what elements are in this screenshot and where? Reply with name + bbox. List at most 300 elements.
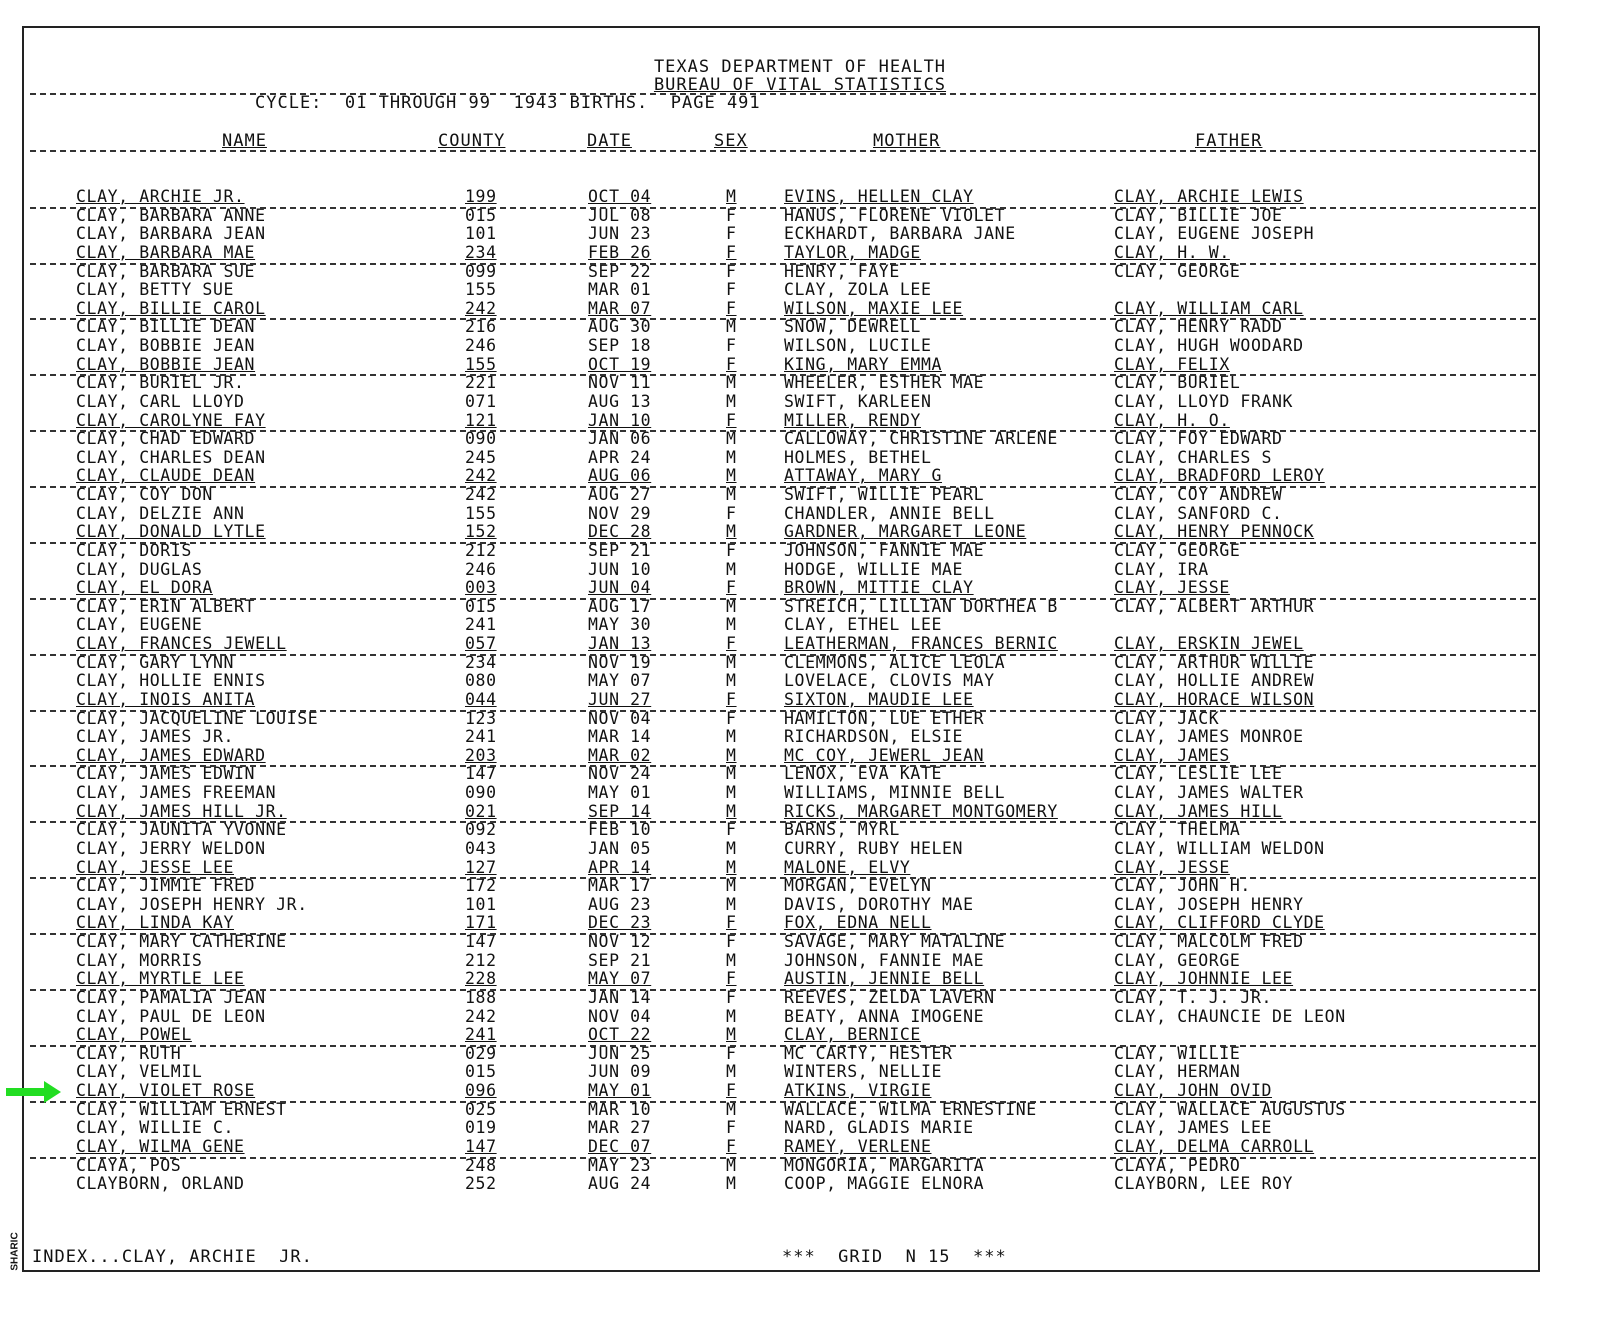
cell-date: DEC 23 — [588, 913, 652, 933]
table-row — [0, 561, 1600, 580]
cell-father: CLAYBORN, LEE ROY — [1114, 1174, 1294, 1194]
cell-mother: KING, MARY EMMA — [784, 354, 943, 374]
table-row — [0, 318, 1600, 337]
cell-name: CLAY, JAMES JR. — [76, 727, 235, 747]
cell-mother: RICHARDSON, ELSIE — [784, 727, 964, 747]
cell-father: CLAY, HENRY RADD — [1114, 317, 1283, 337]
cell-date: JUN 27 — [588, 689, 652, 709]
table-row — [0, 728, 1600, 747]
cell-county: 241 — [465, 727, 497, 747]
cell-name: CLAY, BARBARA JEAN — [76, 224, 266, 244]
table-row — [0, 281, 1600, 300]
table-row — [0, 765, 1600, 784]
cell-name: CLAY, RUTH — [76, 1043, 182, 1063]
cell-date: AUG 30 — [588, 317, 652, 337]
table-row — [0, 523, 1600, 542]
cell-sex: F — [726, 410, 737, 430]
cell-date: MAR 14 — [588, 727, 652, 747]
cell-mother: CLAY, BERNICE — [784, 1025, 921, 1045]
bureau-title: BUREAU OF VITAL STATISTICS — [653, 75, 947, 95]
table-row — [0, 449, 1600, 468]
cell-date: OCT 22 — [588, 1025, 652, 1045]
cell-county: 241 — [465, 1025, 497, 1045]
cell-father: CLAY, JOHNNIE LEE — [1114, 969, 1294, 989]
cell-sex: F — [726, 1081, 737, 1100]
cell-sex: M — [726, 745, 737, 765]
cell-mother: RICKS, MARGARET MONTGOMERY — [784, 801, 1058, 821]
cycle-line — [255, 93, 761, 113]
cell-father: CLAY, JAMES — [1114, 745, 1230, 765]
cell-sex: M — [726, 727, 737, 747]
cell-father: CLAY, CLIFFORD CLYDE — [1114, 913, 1325, 933]
cell-mother: BEATY, ANNA IMOGENE — [784, 1006, 985, 1026]
cell-name: CLAY, BOBBIE JEAN — [76, 354, 256, 374]
cell-name: CLAY, JAMES HILL JR. — [76, 801, 287, 821]
cell-county: 044 — [465, 689, 497, 709]
cell-mother: MC COY, JEWERL JEAN — [784, 745, 985, 765]
header-rule-bottom — [30, 150, 1536, 152]
cell-name: CLAY, FRANCES JEWELL — [76, 634, 287, 653]
table-row — [0, 710, 1600, 729]
cell-date: JUN 04 — [588, 578, 652, 598]
cell-date: APR 14 — [588, 857, 652, 877]
cell-sex: F — [726, 987, 737, 1007]
cell-county: 043 — [465, 838, 497, 858]
cell-date: NOV 04 — [588, 1006, 652, 1026]
cell-mother: SWIFT, KARLEEN — [784, 391, 932, 411]
table-row — [0, 1063, 1600, 1082]
table-row — [0, 1157, 1600, 1176]
cell-mother: SWIFT, WILLIE PEARL — [784, 485, 985, 504]
cell-county: 234 — [465, 652, 497, 672]
cell-name: CLAY, JERRY WELDON — [76, 838, 266, 858]
cell-name: CLAY, BETTY SUE — [76, 280, 235, 300]
cell-father: CLAY, HUGH WOODARD — [1114, 336, 1304, 355]
cell-father: CLAY, HORACE WILSON — [1114, 689, 1315, 709]
cell-sex: M — [726, 429, 737, 449]
cell-father: CLAY, JAMES HILL — [1114, 801, 1283, 821]
col-sex-header: SEX — [714, 131, 748, 151]
cell-sex: F — [726, 578, 737, 598]
cell-father: CLAY, JESSE — [1114, 578, 1230, 598]
cell-father: CLAY, WILLIAM CARL — [1114, 298, 1304, 318]
cell-county: 216 — [465, 317, 497, 337]
cell-date: JUN 25 — [588, 1043, 652, 1063]
cell-sex: F — [726, 969, 737, 989]
table-row — [0, 952, 1600, 971]
cell-sex: M — [726, 1025, 737, 1045]
table-row — [0, 542, 1600, 561]
cell-name: CLAY, DUGLAS — [76, 559, 203, 579]
cell-sex: F — [726, 932, 737, 951]
cell-mother: LEATHERMAN, FRANCES BERNIC — [784, 634, 1058, 653]
cell-date: NOV 29 — [588, 503, 652, 523]
cell-sex: M — [726, 522, 737, 542]
cell-father: CLAY, HOLLIE ANDREW — [1114, 671, 1315, 691]
cell-county: 123 — [465, 708, 497, 728]
cell-sex: F — [726, 689, 737, 709]
cell-date: JAN 13 — [588, 634, 652, 653]
cell-date: DEC 07 — [588, 1136, 652, 1156]
cell-father: CLAY, GEORGE — [1114, 950, 1241, 970]
cell-name: CLAY, DONALD LYTLE — [76, 522, 266, 542]
cell-father: CLAY, MALCOLM FRED — [1114, 932, 1304, 951]
cell-date: NOV 24 — [588, 764, 652, 784]
cell-mother: SIXTON, MAUDIE LEE — [784, 689, 974, 709]
cell-sex: F — [726, 354, 737, 374]
cell-sex: M — [726, 447, 737, 467]
cell-father: CLAY, SANFORD C. — [1114, 503, 1283, 523]
cell-sex: M — [726, 857, 737, 877]
table-row — [0, 356, 1600, 375]
cell-sex: M — [726, 1006, 737, 1026]
table-row — [0, 374, 1600, 393]
cell-mother: WILSON, LUCILE — [784, 336, 932, 355]
cell-name: CLAY, DORIS — [76, 540, 192, 560]
cell-father: CLAY, EUGENE JOSEPH — [1114, 224, 1315, 244]
cell-name: CLAY, WILLIAM ERNEST — [76, 1099, 287, 1119]
cell-mother: CURRY, RUBY HELEN — [784, 838, 964, 858]
cell-father: CLAY, JAMES LEE — [1114, 1118, 1273, 1138]
cell-mother: TAYLOR, MADGE — [784, 242, 921, 262]
cell-mother: MALONE, ELVY — [784, 857, 911, 877]
cell-date: SEP 21 — [588, 950, 652, 970]
cell-mother: GARDNER, MARGARET LEONE — [784, 522, 1027, 542]
cell-sex: F — [726, 280, 737, 300]
cell-father: CLAY, THELMA — [1114, 820, 1241, 840]
cell-sex: M — [726, 838, 737, 858]
cell-mother: HOLMES, BETHEL — [784, 447, 932, 467]
grid-footer: *** GRID N 15 *** — [782, 1247, 1007, 1267]
arrow-right-icon — [6, 1080, 62, 1104]
cell-father: CLAYA, PEDRO — [1114, 1155, 1241, 1175]
cell-date: MAY 23 — [588, 1155, 652, 1175]
cell-county: 172 — [465, 876, 497, 896]
cell-sex: F — [726, 336, 737, 355]
cell-mother: HAMILTON, LUE ETHER — [784, 708, 985, 728]
cell-mother: WHEELER, ESTHER MAE — [784, 373, 985, 393]
cell-date: OCT 19 — [588, 354, 652, 374]
cell-date: AUG 17 — [588, 596, 652, 616]
table-row — [0, 412, 1600, 431]
cell-date: JAN 05 — [588, 838, 652, 858]
cell-date: MAY 01 — [588, 783, 652, 802]
table-row — [0, 1101, 1600, 1120]
cell-mother: BROWN, MITTIE CLAY — [784, 578, 974, 598]
cell-date: NOV 19 — [588, 652, 652, 672]
agency-title: TEXAS DEPARTMENT OF HEALTH — [653, 57, 947, 77]
cell-county: 242 — [465, 298, 497, 318]
cell-mother: MONGORIA, MARGARITA — [784, 1155, 985, 1175]
table-row — [0, 821, 1600, 840]
cell-county: 101 — [465, 894, 497, 914]
cell-county: 228 — [465, 969, 497, 989]
cell-county: 248 — [465, 1155, 497, 1175]
cell-date: MAY 01 — [588, 1081, 652, 1100]
cell-name: CLAYBORN, ORLAND — [76, 1174, 245, 1194]
cell-mother: MC CARTY, HESTER — [784, 1043, 953, 1063]
cell-sex: M — [726, 391, 737, 411]
cell-name: CLAY, PAMALIA JEAN — [76, 987, 266, 1007]
cell-father: CLAY, H. O. — [1114, 410, 1230, 430]
cell-county: 242 — [465, 1006, 497, 1026]
table-row — [0, 263, 1600, 282]
cell-county: 252 — [465, 1174, 497, 1194]
cell-name: CLAY, WILMA GENE — [76, 1136, 245, 1156]
table-row — [0, 747, 1600, 766]
cell-date: NOV 04 — [588, 708, 652, 728]
cell-county: 155 — [465, 354, 497, 374]
index-footer: INDEX...CLAY, ARCHIE JR. — [32, 1247, 313, 1267]
cell-county: 152 — [465, 522, 497, 542]
cell-name: CLAY, CHAD EDWARD — [76, 429, 256, 449]
cell-father: CLAY, DELMA CARROLL — [1114, 1136, 1315, 1156]
cell-sex: M — [726, 764, 737, 784]
table-row — [0, 914, 1600, 933]
cell-name: CLAY, CHARLES DEAN — [76, 447, 266, 467]
cell-county: 246 — [465, 559, 497, 579]
cell-name: CLAY, ARCHIE JR. — [76, 187, 245, 206]
cell-sex: M — [726, 1062, 737, 1082]
cell-father: CLAY, COY ANDREW — [1114, 485, 1283, 504]
cell-date: JAN 14 — [588, 987, 652, 1007]
cell-date: MAR 17 — [588, 876, 652, 896]
cell-name: CLAY, MORRIS — [76, 950, 203, 970]
cell-sex: M — [726, 876, 737, 896]
cell-date: MAR 10 — [588, 1099, 652, 1119]
table-row — [0, 244, 1600, 263]
cell-father: CLAY, LLOYD FRANK — [1114, 391, 1294, 411]
cell-date: JUN 23 — [588, 224, 652, 244]
cell-sex: F — [726, 205, 737, 225]
cell-county: 025 — [465, 1099, 497, 1119]
cell-father: CLAY, FOY EDWARD — [1114, 429, 1283, 449]
cell-date: MAR 02 — [588, 745, 652, 765]
table-row — [0, 784, 1600, 803]
cell-date: JUN 09 — [588, 1062, 652, 1082]
cell-sex: M — [726, 671, 737, 691]
cell-county: 090 — [465, 783, 497, 802]
cell-father: CLAY, IRA — [1114, 559, 1209, 579]
cell-mother: HODGE, WILLIE MAE — [784, 559, 964, 579]
cell-name: CLAY, BILLIE CAROL — [76, 298, 266, 318]
table-row — [0, 393, 1600, 412]
cell-father: CLAY, WALLACE AUGUSTUS — [1114, 1099, 1346, 1119]
cell-sex: M — [726, 1174, 737, 1194]
table-row — [0, 337, 1600, 356]
cell-sex: M — [726, 1155, 737, 1175]
cell-mother: CHANDLER, ANNIE BELL — [784, 503, 995, 523]
cell-mother: JOHNSON, FANNIE MAE — [784, 950, 985, 970]
cell-county: 147 — [465, 764, 497, 784]
cell-name: CLAY, BOBBIE JEAN — [76, 336, 256, 355]
table-row — [0, 970, 1600, 989]
cell-mother: CLAY, ETHEL LEE — [784, 615, 943, 635]
cell-county: 147 — [465, 1136, 497, 1156]
cell-name: CLAY, EL DORA — [76, 578, 213, 598]
cell-sex: M — [726, 485, 737, 504]
cell-date: MAR 07 — [588, 298, 652, 318]
cell-name: CLAY, VELMIL — [76, 1062, 203, 1082]
cell-date: APR 24 — [588, 447, 652, 467]
table-row — [0, 1082, 1600, 1101]
cell-county: 096 — [465, 1081, 497, 1100]
cell-name: CLAY, BURIEL JR. — [76, 373, 245, 393]
cell-date: AUG 24 — [588, 1174, 652, 1194]
cell-father: CLAY, HENRY PENNOCK — [1114, 522, 1315, 542]
cell-mother: CALLOWAY, CHRISTINE ARLENE — [784, 429, 1058, 449]
cell-father: CLAY, LESLIE LEE — [1114, 764, 1283, 784]
cell-county: 171 — [465, 913, 497, 933]
cell-date: MAY 07 — [588, 969, 652, 989]
cell-county: 212 — [465, 950, 497, 970]
cell-father: CLAY, BRADFORD LEROY — [1114, 466, 1325, 486]
cell-date: AUG 27 — [588, 485, 652, 504]
cell-mother: RAMEY, VERLENE — [784, 1136, 932, 1156]
cell-name: CLAY, LINDA KAY — [76, 913, 235, 933]
cell-mother: EVINS, HELLEN CLAY — [784, 187, 974, 206]
cell-father: CLAY, JESSE — [1114, 857, 1230, 877]
cell-name: CLAY, ERIN ALBERT — [76, 596, 256, 616]
cell-county: 147 — [465, 932, 497, 951]
table-row — [0, 989, 1600, 1008]
table-row — [0, 225, 1600, 244]
cell-county: 029 — [465, 1043, 497, 1063]
cell-county: 245 — [465, 447, 497, 467]
table-row — [0, 654, 1600, 673]
cell-sex: M — [726, 187, 737, 206]
cell-father: CLAY, JOHN H. — [1114, 876, 1251, 896]
cell-mother: WILLIAMS, MINNIE BELL — [784, 783, 1006, 802]
table-row — [0, 188, 1600, 207]
cell-mother: CLAY, ZOLA LEE — [784, 280, 932, 300]
cell-county: 121 — [465, 410, 497, 430]
cell-father: CLAY, JACK — [1114, 708, 1220, 728]
cell-sex: M — [726, 596, 737, 616]
cell-sex: F — [726, 503, 737, 523]
cell-sex: M — [726, 373, 737, 393]
table-row — [0, 1175, 1600, 1194]
cell-sex: M — [726, 1099, 737, 1119]
cell-sex: F — [726, 242, 737, 262]
table-row — [0, 1008, 1600, 1027]
cell-mother: AUSTIN, JENNIE BELL — [784, 969, 985, 989]
cell-county: 057 — [465, 634, 497, 653]
cell-name: CLAY, CAROLYNE FAY — [76, 410, 266, 430]
cell-mother: JOHNSON, FANNIE MAE — [784, 540, 985, 560]
cell-father: CLAY, JOHN OVID — [1114, 1081, 1273, 1100]
cell-sex: M — [726, 652, 737, 672]
cell-county: 080 — [465, 671, 497, 691]
cell-mother: MORGAN, EVELYN — [784, 876, 932, 896]
cell-date: JUN 10 — [588, 559, 652, 579]
cell-date: SEP 14 — [588, 801, 652, 821]
page-number: PAGE 491 — [670, 93, 761, 113]
table-row — [0, 877, 1600, 896]
cell-name: CLAY, JAUNITA YVONNE — [76, 820, 287, 840]
cell-county: 246 — [465, 336, 497, 355]
cell-name: CLAY, CLAUDE DEAN — [76, 466, 256, 486]
cell-father: CLAY, ARTHUR WILLIE — [1114, 652, 1315, 672]
cell-sex: M — [726, 466, 737, 486]
cell-date: AUG 13 — [588, 391, 652, 411]
cell-name: CLAY, POWEL — [76, 1025, 192, 1045]
cell-county: 092 — [465, 820, 497, 840]
table-row — [0, 598, 1600, 617]
table-row — [0, 300, 1600, 319]
cell-sex: F — [726, 224, 737, 244]
col-date-header: DATE — [587, 131, 632, 151]
cell-sex: M — [726, 801, 737, 821]
table-row — [0, 1119, 1600, 1138]
cell-mother: NARD, GLADIS MARIE — [784, 1118, 974, 1138]
cell-sex: M — [726, 783, 737, 802]
cell-father: CLAY, CHARLES S — [1114, 447, 1273, 467]
col-name-header: NAME — [222, 131, 267, 151]
records-table — [0, 188, 1600, 1194]
cell-mother: CLEMMONS, ALICE LEOLA — [784, 652, 1006, 672]
cell-father: CLAY, GEORGE — [1114, 261, 1241, 281]
cell-father: CLAY, ARCHIE LEWIS — [1114, 187, 1304, 206]
cell-county: 188 — [465, 987, 497, 1007]
cell-name: CLAY, VIOLET ROSE — [76, 1081, 256, 1100]
cell-sex: F — [726, 298, 737, 318]
cell-sex: F — [726, 1118, 737, 1138]
cell-county: 090 — [465, 429, 497, 449]
cell-father: CLAY, JAMES MONROE — [1114, 727, 1304, 747]
cell-mother: SNOW, DEWRELL — [784, 317, 921, 337]
cell-county: 015 — [465, 1062, 497, 1082]
cell-name: CLAY, EUGENE — [76, 615, 203, 635]
cell-father: CLAY, ALBERT ARTHUR — [1114, 596, 1315, 616]
cell-county: 242 — [465, 466, 497, 486]
cell-father: CLAY, CHAUNCIE DE LEON — [1114, 1006, 1346, 1026]
cell-name: CLAY, JACQUELINE LOUISE — [76, 708, 319, 728]
cell-name: CLAY, MYRTLE LEE — [76, 969, 245, 989]
cell-county: 155 — [465, 503, 497, 523]
col-county-header: COUNTY — [438, 131, 506, 151]
cell-sex: M — [726, 559, 737, 579]
cell-date: FEB 10 — [588, 820, 652, 840]
cell-mother: LOVELACE, CLOVIS MAY — [784, 671, 995, 691]
cell-mother: WINTERS, NELLIE — [784, 1062, 943, 1082]
cell-sex: M — [726, 950, 737, 970]
cell-date: NOV 11 — [588, 373, 652, 393]
cell-name: CLAY, WILLIE C. — [76, 1118, 235, 1138]
cell-name: CLAY, BARBARA MAE — [76, 242, 256, 262]
cell-sex: F — [726, 913, 737, 933]
table-row — [0, 579, 1600, 598]
cell-mother: SAVAGE, MARY MATALINE — [784, 932, 1006, 951]
cell-county: 212 — [465, 540, 497, 560]
cell-name: CLAY, HOLLIE ENNIS — [76, 671, 266, 691]
cell-mother: MILLER, RENDY — [784, 410, 921, 430]
cell-name: CLAY, JIMMIE FRED — [76, 876, 256, 896]
table-row — [0, 691, 1600, 710]
cell-mother: HENRY, FAYE — [784, 261, 900, 281]
cell-father: CLAY, HERMAN — [1114, 1062, 1241, 1082]
cell-county: 015 — [465, 205, 497, 225]
cell-father: CLAY, FELIX — [1114, 354, 1230, 374]
cell-sex: F — [726, 1043, 737, 1063]
cell-father: CLAY, WILLIE — [1114, 1043, 1241, 1063]
table-row — [0, 467, 1600, 486]
cell-mother: WILSON, MAXIE LEE — [784, 298, 964, 318]
cell-sex: F — [726, 634, 737, 653]
cell-county: 199 — [465, 187, 497, 206]
cell-mother: FOX, EDNA NELL — [784, 913, 932, 933]
table-row — [0, 1138, 1600, 1157]
